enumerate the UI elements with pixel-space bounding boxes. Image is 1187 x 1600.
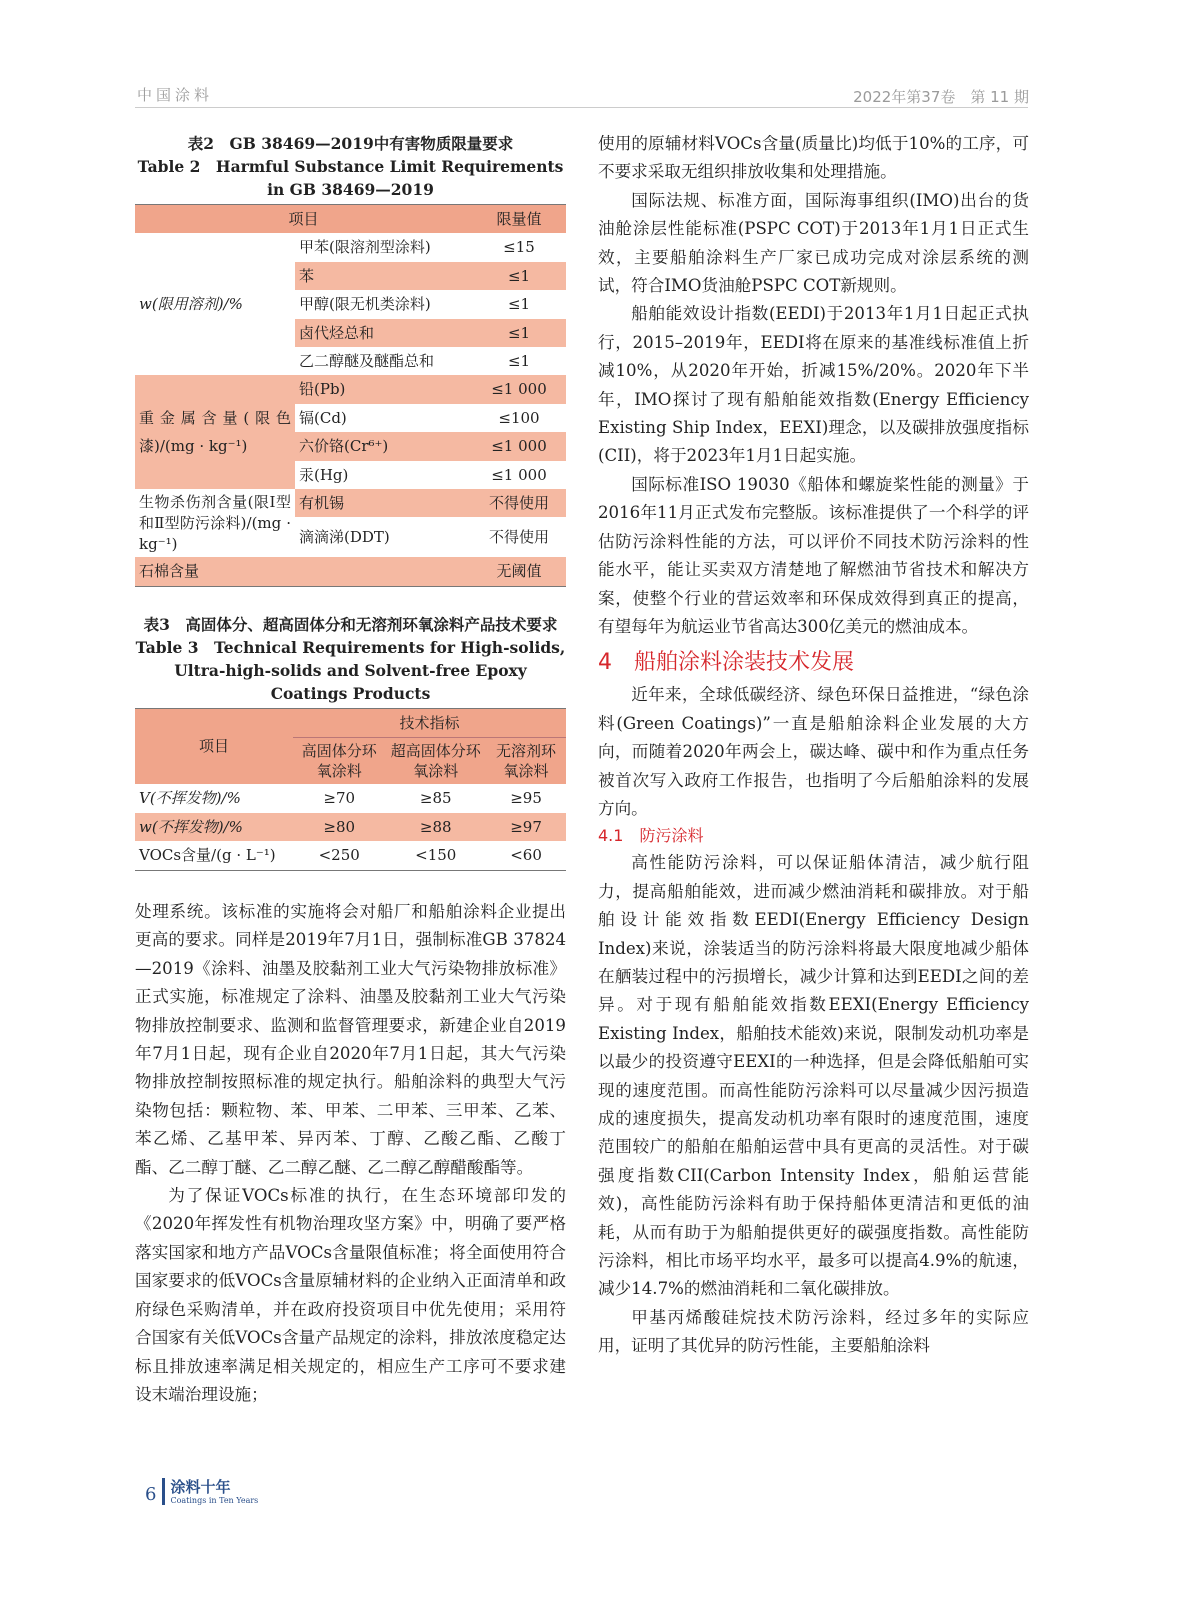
paragraph: 国际标准ISO 19030《船体和螺旋桨性能的测量》于2016年11月正式发布完整版。该标准提供了一个科学的评估防污涂料性能的方法，可以评价不同技术防污涂料的性能水平，能让买卖双方清楚地了解燃油节省技术和解决方案，使整个行业的营运效率和环保成效得到真正的提高，有望每年为航运业节省高达300亿美元的燃油成本。 bbox=[598, 474, 1029, 636]
cell: ≤1 000 bbox=[491, 465, 547, 484]
group-label: 重金属含量(限色漆)/(mg · kg⁻¹) bbox=[135, 375, 295, 489]
group-label: 石棉含量 bbox=[139, 562, 200, 581]
cell: ≤100 bbox=[498, 408, 540, 427]
right-column bbox=[598, 130, 1029, 1361]
header-cell: 项目 bbox=[198, 737, 229, 756]
journal-name: 中国涂料 bbox=[137, 86, 214, 104]
header-cell: 技术指标 bbox=[293, 708, 566, 737]
cell: 无阈值 bbox=[496, 562, 542, 581]
header-divider bbox=[135, 107, 1028, 108]
cell: 镉(Cd) bbox=[299, 408, 347, 427]
left-body-text bbox=[135, 898, 566, 1409]
left-column bbox=[135, 132, 566, 871]
footer bbox=[145, 1478, 258, 1505]
table-row bbox=[135, 489, 566, 517]
cell: 苯 bbox=[299, 266, 315, 285]
cell: ≥85 bbox=[419, 789, 452, 808]
cell: w(不挥发物)/% bbox=[139, 817, 243, 836]
cell: VOCs含量/(g · L⁻¹) bbox=[139, 846, 276, 865]
table-row bbox=[135, 375, 566, 403]
cell: ≤1 bbox=[507, 295, 531, 314]
cell: 铅(Pb) bbox=[299, 380, 346, 399]
table2-caption-en: Table 2 Harmful Substance Limit Requirements in GB 38469—2019 bbox=[137, 157, 564, 199]
group-label: 生物杀伤剂含量(限Ⅰ型和Ⅱ型防污涂料)/(mg · kg⁻¹) bbox=[135, 489, 295, 557]
cell: ≤1 000 bbox=[491, 380, 547, 399]
cell: <60 bbox=[510, 846, 542, 865]
cell: ≥95 bbox=[510, 789, 542, 808]
cell: ≤1 000 bbox=[491, 437, 547, 456]
table3 bbox=[135, 708, 566, 871]
subsection-heading: 4.1 防污涂料 bbox=[598, 826, 704, 846]
cell: 不得使用 bbox=[488, 528, 549, 547]
footer-title-en: Coatings in Ten Years bbox=[170, 1496, 259, 1505]
cell: V(不挥发物)/% bbox=[139, 789, 241, 808]
cell: ≤1 bbox=[507, 323, 531, 342]
cell: ≥80 bbox=[323, 817, 356, 836]
paragraph: 使用的原辅材料VOCs含量(质量比)均低于10%的工序，可不要求采取无组织排放收集和处理措施。 bbox=[598, 134, 1029, 182]
issue-info: 2022年第37卷 第 11 期 bbox=[853, 88, 1029, 106]
cell: <250 bbox=[318, 846, 360, 865]
table3-caption-cn: 表3 高固体分、超高固体分和无溶剂环氧涂料产品技术要求 bbox=[143, 614, 558, 634]
cell: ≤1 bbox=[507, 352, 531, 371]
cell: 滴滴涕(DDT) bbox=[299, 528, 390, 547]
cell: 乙二醇醚及醚酯总和 bbox=[299, 352, 435, 371]
cell: 甲苯(限溶剂型涂料) bbox=[299, 238, 431, 257]
paragraph: 高性能防污涂料，可以保证船体清洁，减少航行阻力，提高船舶能效，进而减少燃油消耗和碳排放。对于船舶设计能效指数EEDI(Energy Efficiency Design Index)来说，涂装适当的防污涂料将最大限度地减少船体在舾装过程中的污损增长，减少计算和达到EEDI之间的差异。对于现有船舶能效指数EEXI(Energy Efficiency Existing Index，船舶技术能效)来说，限制发动机功率是以最少的投资遵守EEXI的一种选择，但是会降低船舶可实现的速度范围。而高性能防污涂料可以尽量减少因污损造成的速度损失，提高发动机功率有限时的速度范围，速度范围较广的船舶在船舶运营中具有更高的灵活性。对于碳强度指数CII(Carbon Intensity Index，船舶运营能效)，高性能防污涂料有助于保持船体更清洁和更低的油耗，从而有助于为船舶提供更好的碳强度指数。高性能防污涂料，相比市场平均水平，最多可以提高4.9%的航速，减少14.7%的燃油消耗和二氧化碳排放。 bbox=[598, 853, 1029, 1299]
paragraph: 处理系统。该标准的实施将会对船厂和船舶涂料企业提出更高的要求。同样是2019年7月1日，强制标准GB 37824—2019《涂料、油墨及胶黏剂工业大气污染物排放标准》正式实施，标准规定了涂料、油墨及胶黏剂工业大气污染物排放控制要求、监测和监督管理要求，新建企业自2019年7月1日起，现有企业自2020年7月1日起，其大气污染物排放控制按照标准的规定执行。船舶涂料的典型大气污染物包括：颗粒物、苯、甲苯、二甲苯、三甲苯、乙苯、苯乙烯、乙基甲苯、异丙苯、丁醇、乙酸乙酯、乙酸丁酯、乙二醇丁醚、乙二醇乙醚、乙二醇乙醇醋酸酯等。 bbox=[135, 902, 566, 1177]
cell: 甲醇(限无机类涂料) bbox=[299, 295, 431, 314]
cell: 卤代烃总和 bbox=[299, 323, 375, 342]
footer-logo bbox=[162, 1478, 258, 1505]
cell: ≥97 bbox=[510, 817, 542, 836]
table-row bbox=[135, 557, 566, 586]
header-cell: 项目 bbox=[288, 210, 319, 228]
cell: ≤15 bbox=[503, 238, 535, 257]
paragraph: 为了保证VOCs标准的执行，在生态环境部印发的《2020年挥发性有机物治理攻坚方案》中，明确了要严格落实国家和地方产品VOCs含量限值标准；将全面使用符合国家要求的低VOCs含量原辅材料的企业纳入正面清单和政府绿色采购清单，并在政府投资项目中优先使用；采用符合国家有关低VOCs含量产品规定的涂料，排放浓度稳定达标且排放速率满足相关规定的，相应生产工序可不要求建设末端治理设施； bbox=[135, 1186, 566, 1404]
cell: <150 bbox=[415, 846, 457, 865]
header-cell: 高固体分环氧涂料 bbox=[301, 742, 377, 781]
cell: 汞(Hg) bbox=[299, 465, 349, 484]
table-row bbox=[135, 233, 566, 261]
cell: ≥70 bbox=[323, 789, 356, 808]
section-heading: 4 船舶涂料涂装技术发展 bbox=[598, 650, 854, 676]
paragraph: 船舶能效设计指数(EEDI)于2013年1月1日起正式执行，2015–2019年，EEDI将在原来的基准线标准值上折减10%，从2020年开始，折减15%/20%。2020年下半年，IMO探讨了现有船舶能效指数(Energy Efficiency Existing Ship Index，EEXI)理念，以及碳排放强度指标(CII)，将于2023年1月1日起实施。 bbox=[598, 304, 1029, 466]
page-number: 6 bbox=[145, 1484, 157, 1505]
header-cell: 限量值 bbox=[496, 210, 542, 228]
table-row bbox=[135, 813, 566, 841]
table-header-row bbox=[135, 708, 566, 737]
group-label: w(限用溶剂)/% bbox=[139, 295, 243, 314]
cell: 六价铬(Cr⁶⁺) bbox=[299, 437, 389, 456]
table2 bbox=[135, 204, 566, 587]
paragraph: 国际法规、标准方面，国际海事组织(IMO)出台的货油舱涂层性能标准(PSPC COT)于2013年1月1日正式生效，主要船舶涂料生产厂家已成功完成对涂层系统的测试，符合IMO货油舱PSPC COT新规则。 bbox=[598, 190, 1029, 296]
cell: ≤1 bbox=[507, 266, 531, 285]
header-cell: 超高固体分环氧涂料 bbox=[390, 742, 481, 781]
table2-caption-cn: 表2 GB 38469—2019中有害物质限量要求 bbox=[187, 134, 514, 153]
cell: ≥88 bbox=[419, 817, 452, 836]
paragraph: 甲基丙烯酸硅烷技术防污涂料，经过多年的实际应用，证明了其优异的防污性能，主要船舶涂料 bbox=[598, 1307, 1029, 1356]
table3-caption-en: Table 3 Technical Requirements for High-solids, Ultra-high-solids and Solvent-free Epoxy Coatings Products bbox=[135, 637, 566, 703]
table-row bbox=[135, 841, 566, 870]
cell: 有机锡 bbox=[299, 494, 345, 513]
table-row bbox=[135, 784, 566, 812]
table-header-row bbox=[135, 205, 566, 234]
cell: 不得使用 bbox=[488, 494, 549, 513]
header-cell: 无溶剂环氧涂料 bbox=[496, 742, 557, 781]
footer-title-cn: 涂料十年 bbox=[170, 1478, 231, 1496]
paragraph: 近年来，全球低碳经济、绿色环保日益推进，“绿色涂料(Green Coatings)”一直是船舶涂料企业发展的大方向，而随着2020年两会上，碳达峰、碳中和作为重点任务被首次写入政府工作报告，也指明了今后船舶涂料的发展方向。 bbox=[598, 685, 1029, 818]
